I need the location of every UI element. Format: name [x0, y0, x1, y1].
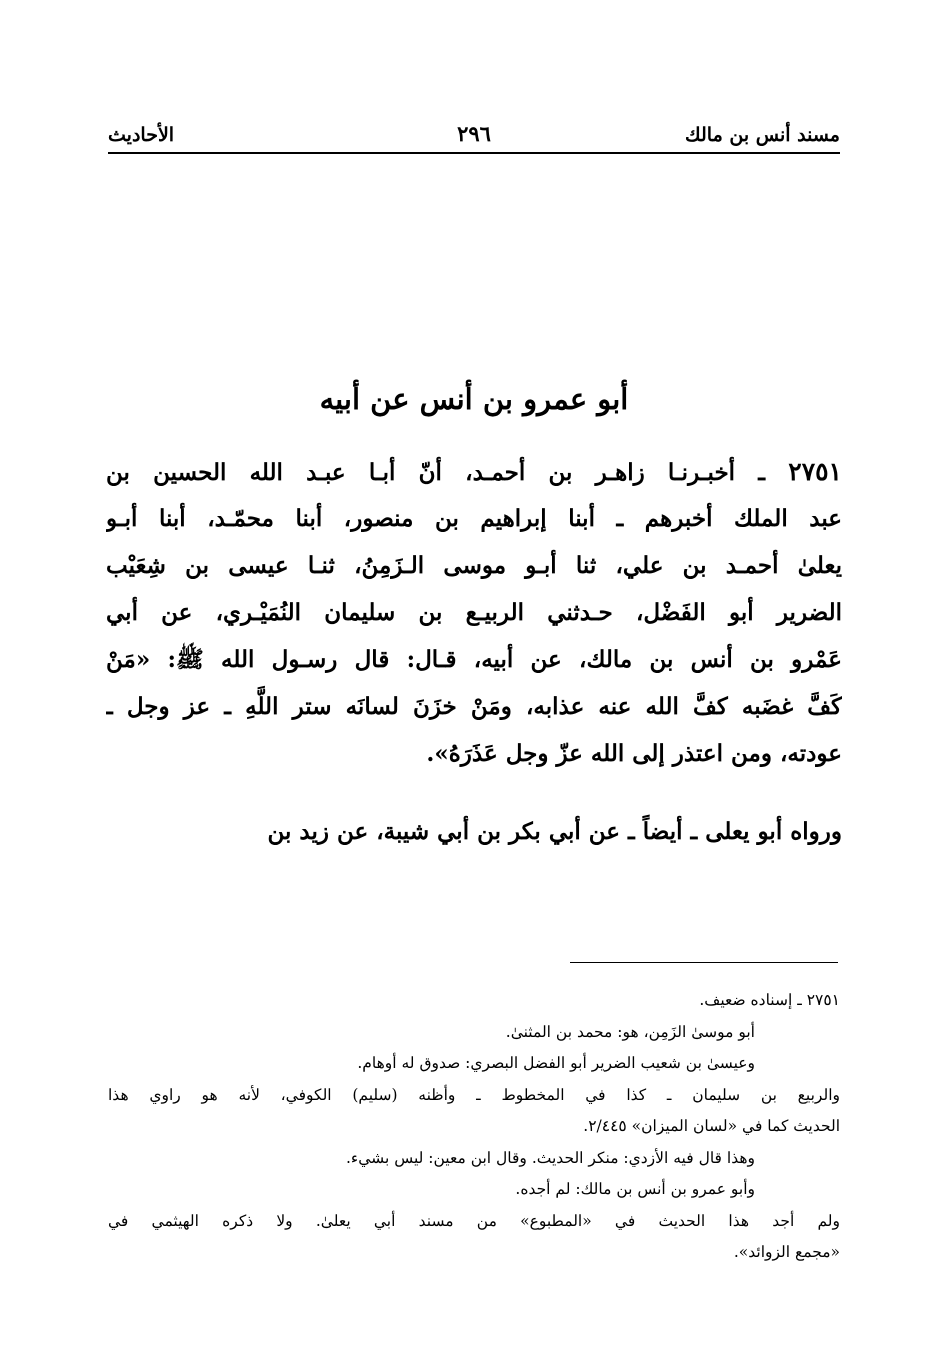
footnote-line: وأبو عمرو بن أنس بن مالك: لم أجده.: [515, 1180, 755, 1198]
footnote-number: ٢٧٥١: [806, 991, 840, 1009]
footnote-line: الحديث كما في «لسان الميزان» ٢/٤٤٥.: [583, 1117, 840, 1135]
hadith-line: الضرير أبو الفَضْل، حـدثني الربيـع بن سليمان النُمَيْـري، عن أبي: [106, 599, 842, 626]
hadith-line: عبد الملك أخبرهم ـ أبنا إبراهيم بن منصور، أبنا محمّـد، أبنا أبـو: [106, 505, 842, 532]
page-number: ٢٩٦: [457, 121, 491, 146]
hadith-continuation: ورواه أبو يعلى ـ أيضاً ـ عن أبي بكر بن أبي شيبة، عن زيد بن: [267, 818, 842, 845]
hadith-text: [106, 448, 842, 777]
footnote-line: أبو موسىٰ الزَمِن، هو: محمد بن المثنىٰ.: [505, 1022, 755, 1041]
book-title: مسند أنس بن مالك: [685, 124, 840, 146]
hadith-line: كَفَّ غضَبه كفَّ الله عنه عذابه، ومَنْ خزَنَ لسانَه ستر اللَّهِ ـ عز وجل ـ: [106, 693, 842, 720]
hadith-line-text: ـ أخبـرنـا زاهـر بن أحمـد، أنّ أبـا عبـد الله الحسين بن: [106, 459, 766, 486]
footnote-line: والربيع بن سليمان ـ كذا في المخطوط ـ وأظنه (سليم) الكوفي، لأنه هو راوي هذا: [108, 1085, 840, 1104]
chapter-title: أبو عمرو بن أنس عن أبيه: [319, 382, 629, 416]
hadith-line: عودته، ومن اعتذر إلى الله عزّ وجل عَذَرَهُ».: [426, 740, 842, 767]
footnote-line: وهذا قال فيه الأزدي: منكر الحديث. وقال ابن معين: ليس بشيء.: [346, 1148, 755, 1167]
footnotes: [108, 985, 840, 1269]
footnote-line: «مجمع الزوائد».: [733, 1243, 840, 1261]
footnote-line: ولم أجد هذا الحديث في «المطبوع» من مسند أبي يعلىٰ. ولا ذكره الهيثمي في: [108, 1211, 840, 1230]
footnote-line: [108, 985, 840, 1017]
footnote-divider: [570, 962, 838, 963]
hadith-line: عَمْرو بن أنس بن مالك، عن أبيه، قـال: قال رسـول الله ﷺ: «مَنْ: [106, 646, 842, 673]
page-header: [108, 112, 840, 154]
footnote-text: ـ إسناده ضعيف.: [699, 991, 802, 1009]
hadith-line: يعلىٰ أحمـد بن علي، ثنا أبـو موسى الـزَمِنُ، ثنـا عيسى بن شِعَيْب: [106, 552, 842, 579]
footnote-line: وعيسىٰ بن شعيب الضرير أبو الفضل البصري: صدوق له أوهام.: [357, 1054, 755, 1072]
hadith-number: ٢٧٥١: [788, 457, 842, 486]
section-name: الأحاديث: [108, 124, 175, 146]
hadith-line: [106, 448, 842, 495]
